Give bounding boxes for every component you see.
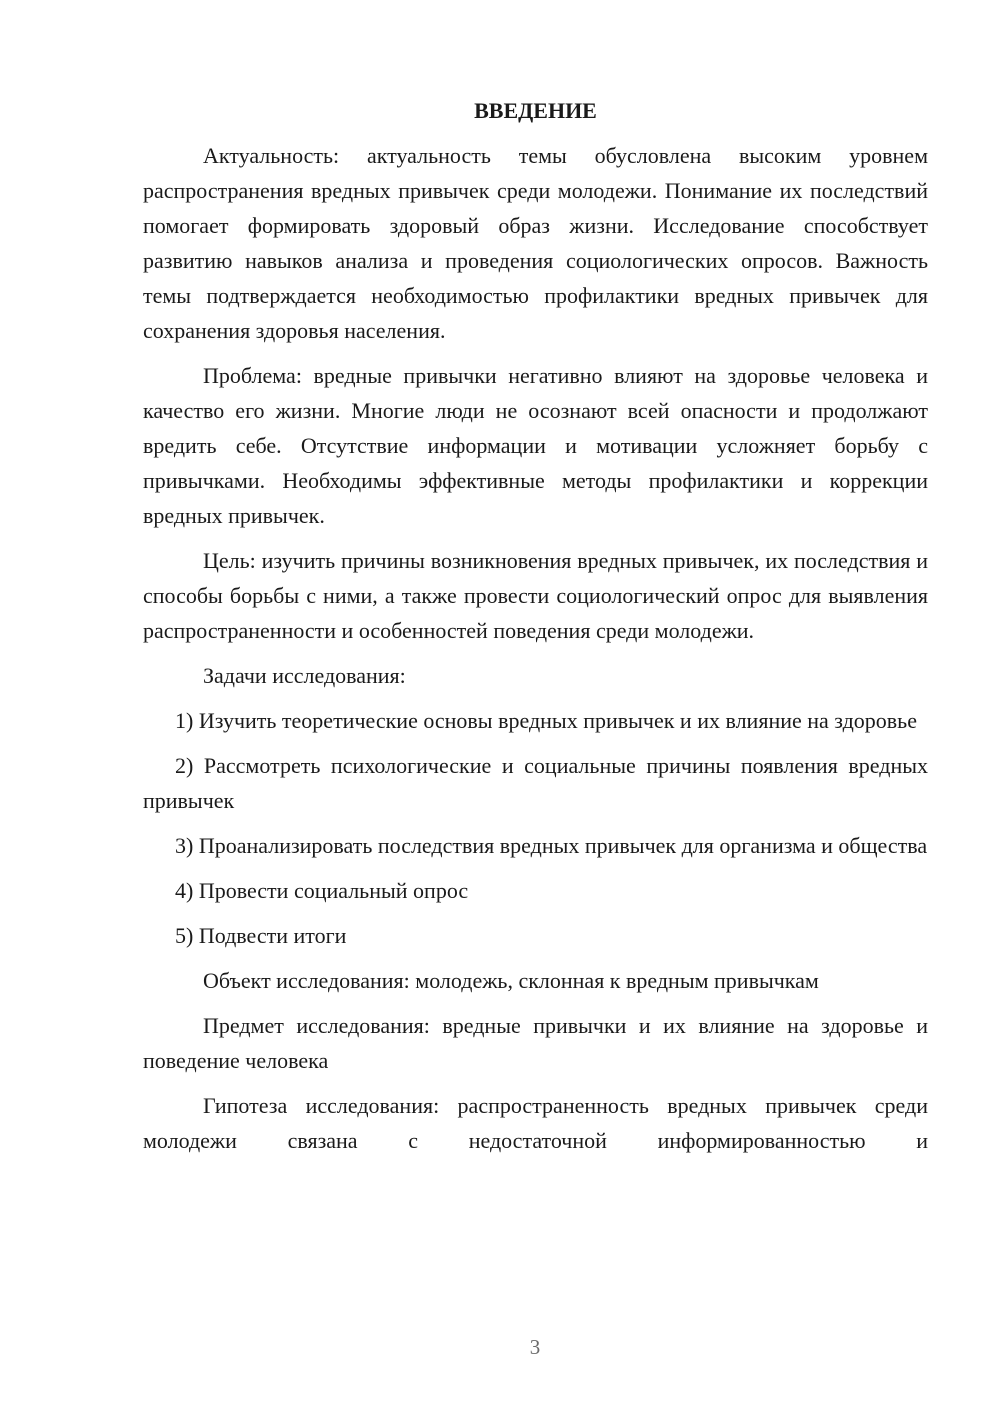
task-item-3: 3) Проанализировать последствия вредных привычек для организма и общества — [175, 833, 928, 858]
task-item-1: 1) Изучить теоретические основы вредных привычек и их влияние на здоровье — [175, 708, 917, 733]
task-item-5: 5) Подвести итоги — [175, 923, 347, 948]
goal-paragraph: Цель: изучить причины возникновения вредных привычек, их последствия и способы борьбы с ними, а также провести социологический опрос для выявления распространенности и особенностей поведения среди молодежи. — [143, 548, 928, 643]
subject-paragraph: Предмет исследования: вредные привычки и их влияние на здоровье и поведение человека — [143, 1013, 928, 1073]
document-page — [143, 93, 928, 1158]
page-title: ВВЕДЕНИЕ — [474, 98, 597, 123]
task-item-2: 2) Рассмотреть психологические и социальные причины появления вредных привычек — [143, 753, 928, 813]
task-item-4: 4) Провести социальный опрос — [175, 878, 469, 903]
object-paragraph: Объект исследования: молодежь, склонная к вредным привычкам — [203, 968, 819, 993]
tasks-heading: Задачи исследования: — [203, 663, 406, 688]
page-number: 3 — [529, 1335, 541, 1359]
hypothesis-paragraph: Гипотеза исследования: распространенность вредных привычек среди молодежи связана с недостаточной информированностью и — [143, 1093, 928, 1153]
problem-paragraph: Проблема: вредные привычки негативно влияют на здоровье человека и качество его жизни. Многие люди не осознают всей опасности и продолжают вредить себе. Отсутствие информации и мотивации усложняет борьбу с привычками. Необходимы эффективные методы профилактики и коррекции вредных привычек. — [143, 363, 928, 528]
relevance-paragraph: Актуальность: актуальность темы обусловлена высоким уровнем распространения вредных привычек среди молодежи. Понимание их последствий помогает формировать здоровый образ жизни. Исследование способствует развитию навыков анализа и проведения социологических опросов. Важность темы подтверждается необходимостью профилактики вредных привычек для сохранения здоровья населения. — [143, 143, 928, 343]
